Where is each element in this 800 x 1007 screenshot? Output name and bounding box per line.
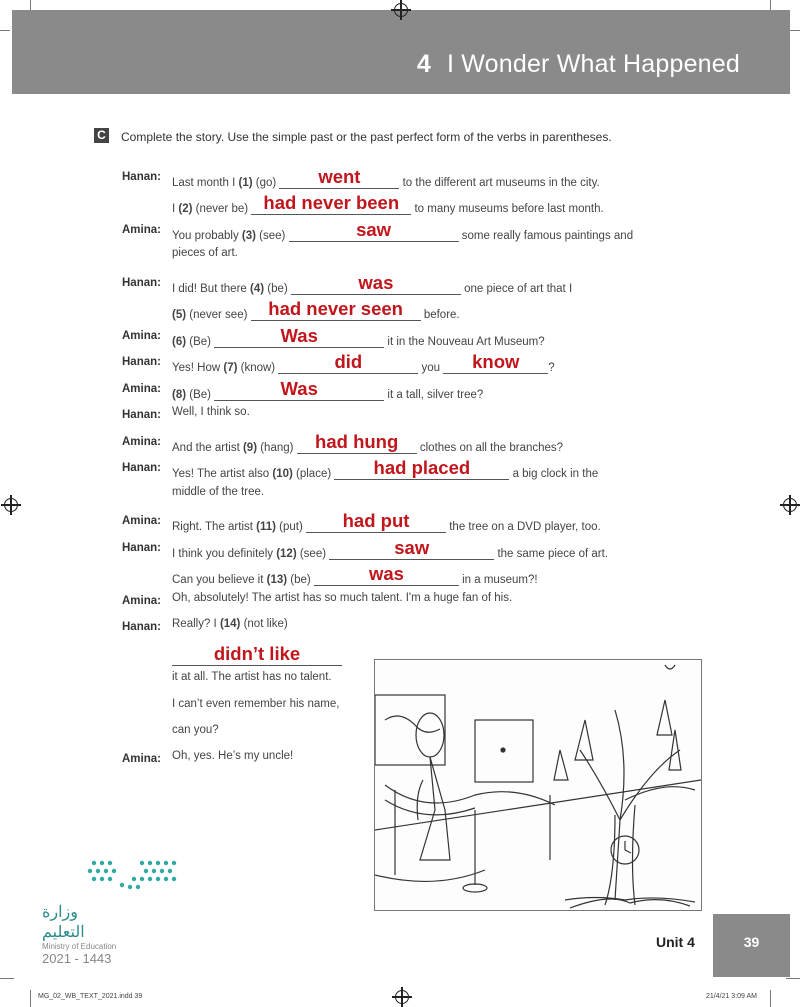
item-number: (7) <box>223 362 238 374</box>
line-text: And the artist <box>172 442 243 454</box>
answer-text: saw <box>394 537 430 558</box>
ministry-year: 2021 - 1443 <box>42 951 112 966</box>
item-number: (5) <box>172 309 187 321</box>
line-text: Oh, yes. He’s my uncle! <box>172 750 294 762</box>
dialogue-line <box>172 300 460 322</box>
line-text: to many museums before last month. <box>411 203 604 215</box>
verb-hint: (place) <box>292 468 335 480</box>
answer-text: had never seen <box>268 298 403 319</box>
unit-number: 4 <box>416 50 431 78</box>
verb-hint: (see) <box>255 230 289 242</box>
line-text: before. <box>420 309 460 321</box>
answer-blank <box>314 565 459 586</box>
answer-blank <box>291 274 461 295</box>
line-text: pieces of art. <box>172 247 238 259</box>
dialogue-line <box>172 353 555 375</box>
registration-mark-icon <box>395 990 409 1004</box>
speaker-name: Hanan: <box>122 542 161 554</box>
answer-blank <box>289 221 459 242</box>
item-number: (14) <box>219 618 241 630</box>
wall-frame <box>375 695 445 765</box>
line-text: Oh, absolutely! The artist has so much talent. I'm a huge fan of his. <box>172 592 513 604</box>
item-number: (3) <box>241 230 256 242</box>
answer-blank <box>306 512 446 533</box>
line-text: one piece of art that I <box>460 283 573 295</box>
footer-timestamp: 21/4/21 3:09 AM <box>706 993 757 1000</box>
crop-mark <box>790 30 800 31</box>
line-text: ? <box>548 362 555 374</box>
line-text: middle of the tree. <box>172 486 265 498</box>
answer-text: was <box>358 272 394 293</box>
item-number: (8) <box>172 389 187 401</box>
speaker-name: Amina: <box>122 595 161 607</box>
crop-mark <box>30 990 31 1007</box>
speaker-name: Amina: <box>122 436 161 448</box>
answer-blank <box>214 327 384 348</box>
speaker-name: Hanan: <box>122 277 161 289</box>
verb-hint: (know) <box>237 362 279 374</box>
chapter-title <box>417 50 740 79</box>
dialogue-line <box>172 698 339 720</box>
item-number: (11) <box>256 521 276 533</box>
speaker-name: Hanan: <box>122 171 161 183</box>
verb-hint: (be) <box>264 283 291 295</box>
line-text: Right. The artist <box>172 521 257 533</box>
line-text: to the different art museums in the city. <box>399 177 600 189</box>
dialogue-line <box>172 539 608 561</box>
dialogue-line <box>172 221 633 243</box>
line-text: Yes! The artist also <box>172 468 273 480</box>
verb-hint: (Be) <box>186 336 215 348</box>
verb-hint: (go) <box>252 177 280 189</box>
verb-hint: (never see) <box>186 309 251 321</box>
answer-text: Was <box>280 378 318 399</box>
line-text: I can’t even remember his name, <box>172 698 340 710</box>
speaker-name: Amina: <box>122 224 161 236</box>
item-number: (1) <box>238 177 253 189</box>
line-text: Can you believe it <box>172 574 267 586</box>
line-text: I did! But there <box>172 283 250 295</box>
ministry-dots-icon <box>42 857 182 895</box>
exercise-instruction: Complete the story. Use the simple past or the past perfect form of the verbs in parentheses. <box>121 130 612 144</box>
registration-mark-icon <box>394 3 408 17</box>
line-text: the tree on a DVD player, too. <box>446 521 601 533</box>
verb-hint: (be) <box>287 574 314 586</box>
crop-mark <box>0 978 14 979</box>
answer-blank <box>172 645 342 666</box>
answer-text: was <box>368 563 404 584</box>
answer-text: didn’t like <box>213 643 301 664</box>
item-number: (6) <box>172 336 187 348</box>
speaker-name: Hanan: <box>122 409 161 421</box>
museum-illustration <box>374 659 702 911</box>
dialogue-line <box>172 194 604 216</box>
dialogue-line <box>172 750 293 772</box>
verb-hint: (never be) <box>192 203 252 215</box>
dialogue-line <box>172 247 238 269</box>
line-text: Last month I <box>172 177 239 189</box>
answer-blank <box>251 194 411 215</box>
crop-mark <box>770 990 771 1007</box>
line-text: You probably <box>172 230 242 242</box>
dialogue-line <box>172 512 601 534</box>
line-text: you <box>418 362 444 374</box>
verb-hint: (see) <box>296 548 330 560</box>
line-text: a big clock in the <box>509 468 599 480</box>
item-number: (2) <box>178 203 193 215</box>
item-number: (9) <box>242 442 258 454</box>
speaker-name: Hanan: <box>122 621 161 633</box>
dialogue-line <box>172 618 288 640</box>
answer-blank <box>278 353 418 374</box>
line-text: some really famous paintings and <box>458 230 634 242</box>
speaker-name: Hanan: <box>122 356 161 368</box>
speaker-name: Amina: <box>122 330 161 342</box>
crop-mark <box>770 0 771 10</box>
speaker-name: Hanan: <box>122 462 161 474</box>
footer-file-name: MG_02_WB_TEXT_2021.indd 39 <box>38 993 143 1000</box>
page-number: 39 <box>713 914 790 977</box>
chapter-title-text: I Wonder What Happened <box>447 50 740 78</box>
crop-mark <box>30 0 31 10</box>
answer-text: had never been <box>263 192 400 213</box>
answer-text: Was <box>280 325 318 346</box>
answer-text: did <box>334 351 363 372</box>
line-text: it in the Nouveau Art Museum? <box>384 336 545 348</box>
line-text: in a museum?! <box>458 574 538 586</box>
line-text: Well, I think so. <box>172 406 250 418</box>
speaker-name: Amina: <box>122 515 161 527</box>
answer-blank <box>297 433 417 454</box>
line-text: Yes! How <box>172 362 224 374</box>
dialogue-line <box>172 486 264 508</box>
dialogue-line <box>172 274 572 296</box>
dialogue-line <box>172 592 512 614</box>
line-text: I think you definitely <box>172 548 277 560</box>
dialogue-line <box>172 380 483 402</box>
answer-blank <box>214 380 384 401</box>
dialogue-line <box>172 645 342 667</box>
answer-text: had placed <box>373 457 471 478</box>
answer-text: saw <box>356 219 392 240</box>
item-number: (10) <box>272 468 293 480</box>
item-number: (13) <box>266 574 288 586</box>
answer-blank <box>334 459 509 480</box>
dialogue-line <box>172 459 598 481</box>
line-text: Really? I <box>172 618 220 630</box>
crop-mark <box>0 30 10 31</box>
answer-blank <box>329 539 494 560</box>
line-text: the same piece of art. <box>494 548 609 560</box>
verb-hint: (not like) <box>240 618 288 630</box>
dialogue-line <box>172 406 250 428</box>
ministry-english-name: Ministry of Education <box>42 942 117 951</box>
line-text: can you? <box>172 724 219 736</box>
dialogue-line <box>172 433 563 455</box>
ministry-arabic-name: وزارة التعليم <box>42 904 85 941</box>
answer-text: went <box>318 166 361 187</box>
verb-hint: (Be) <box>186 389 215 401</box>
dialogue-line <box>172 671 332 693</box>
line-text: it at all. The artist has no talent. <box>172 671 332 683</box>
museum-drawing <box>375 660 701 910</box>
dialogue-line <box>172 168 600 190</box>
verb-hint: (hang) <box>257 442 297 454</box>
registration-mark-icon <box>783 498 797 512</box>
dialogue-line <box>172 565 538 587</box>
ministry-logo <box>42 857 182 966</box>
answer-blank <box>443 353 548 374</box>
item-number: (12) <box>276 548 297 560</box>
speaker-name: Amina: <box>122 383 161 395</box>
line-text: I <box>172 203 179 215</box>
answer-text: had put <box>342 510 410 531</box>
answer-blank <box>251 300 421 321</box>
dialogue-line <box>172 724 219 746</box>
exercise-letter-badge: C <box>94 128 109 143</box>
verb-hint: (put) <box>275 521 307 533</box>
item-number: (4) <box>250 283 265 295</box>
answer-text: had hung <box>315 431 399 452</box>
answer-blank <box>279 168 399 189</box>
line-text: clothes on all the branches? <box>416 442 564 454</box>
dialogue-line <box>172 327 545 349</box>
unit-label: Unit 4 <box>656 934 695 950</box>
answer-text: know <box>472 351 520 372</box>
registration-mark-icon <box>4 498 18 512</box>
crop-mark <box>786 978 800 979</box>
speaker-name: Amina: <box>122 753 161 765</box>
line-text: it a tall, silver tree? <box>384 389 484 401</box>
